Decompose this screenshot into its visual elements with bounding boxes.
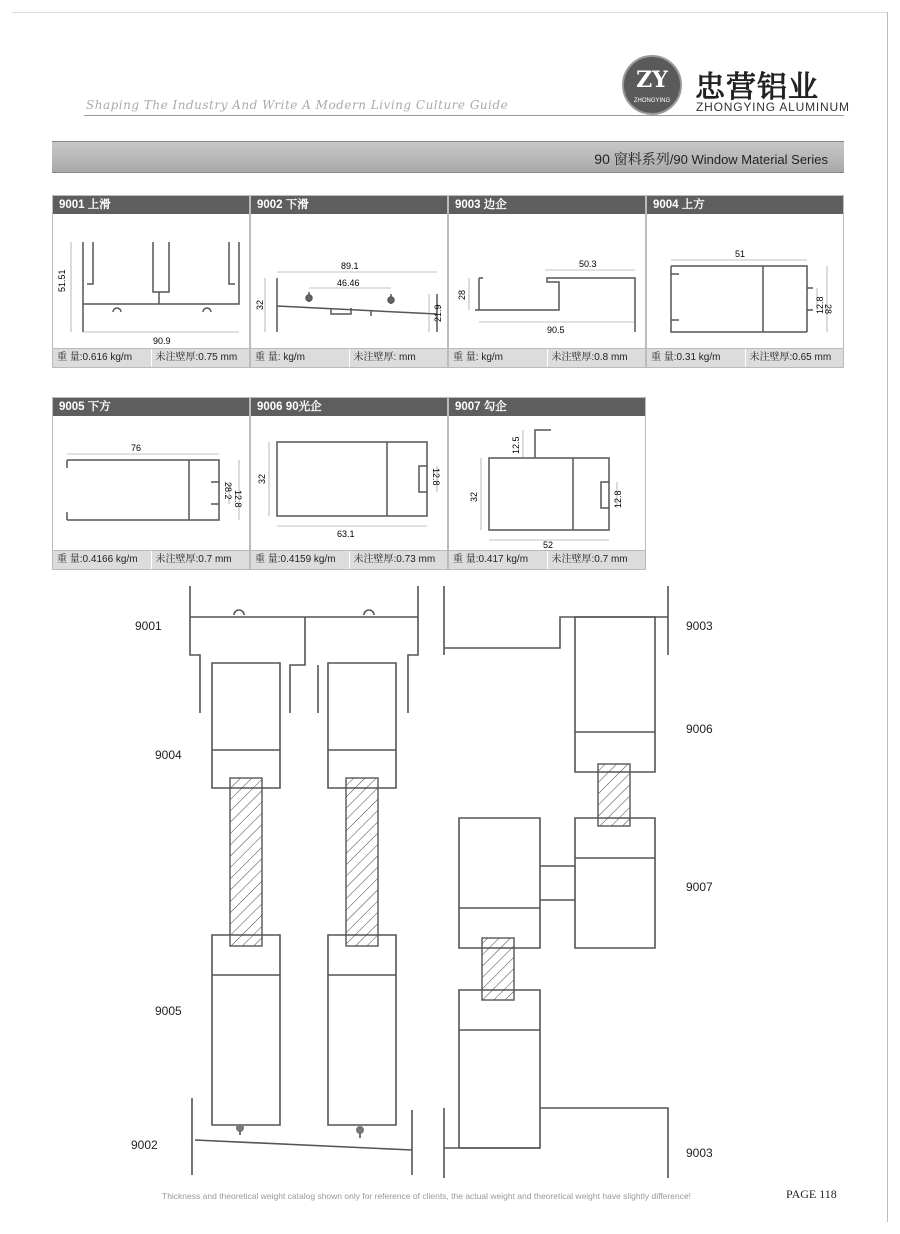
series-title	[594, 149, 828, 169]
glass-pane	[482, 938, 514, 1000]
dim-label: 51	[735, 249, 746, 259]
profile-wall-thickness: 未注壁厚:0.8 mm	[547, 349, 646, 367]
profile-drawing	[449, 416, 645, 551]
profile-header	[251, 398, 447, 416]
profile-specs	[251, 551, 447, 569]
profile-specs	[251, 349, 447, 367]
profile-9001-drawing	[53, 214, 249, 348]
logo-small-text: ZHONGYING	[633, 98, 671, 104]
assembly-label-9004: 9004	[155, 748, 182, 762]
profile-weight: 重 量:0.31 kg/m	[651, 352, 721, 363]
profile-header	[53, 398, 249, 416]
dim-label: 52	[543, 540, 554, 550]
brand-name-cn: 忠营铝业	[695, 71, 819, 104]
dim-label: 90.9	[153, 336, 171, 346]
profile-specs	[449, 551, 645, 569]
dim-label: 12.8	[431, 468, 441, 486]
profile-specs	[449, 349, 645, 367]
profile-code: 9007	[455, 401, 481, 413]
profile-header	[251, 196, 447, 214]
assembly-label-9007: 9007	[686, 880, 713, 894]
dim-label: 89.1	[341, 261, 359, 271]
header-divider	[84, 115, 844, 116]
dim-label: 28.2	[223, 482, 233, 500]
profile-9002-drawing	[251, 214, 447, 348]
slogan: Shaping The Industry And Write A Modern Living Culture Guide	[86, 98, 509, 112]
profile-card-9006	[250, 397, 448, 570]
profile-card-9002	[250, 195, 448, 368]
dim-label: 76	[131, 443, 142, 453]
profile-weight: 重 量:0.417 kg/m	[453, 554, 529, 565]
profile-card-9003	[448, 195, 646, 368]
profile-code: 9002	[257, 199, 283, 211]
company-logo	[622, 55, 682, 115]
profile-header	[449, 398, 645, 416]
profile-wall-thickness: 未注壁厚:0.73 mm	[349, 551, 448, 569]
profile-header	[449, 196, 645, 214]
glass-pane	[598, 764, 630, 826]
dim-label: 28	[823, 304, 833, 315]
dim-label: 51.51	[57, 269, 67, 292]
dim-label: 28	[457, 289, 467, 300]
profile-name: 勾企	[483, 401, 507, 413]
profile-card-9004	[646, 195, 844, 368]
glass-pane	[346, 778, 378, 946]
series-title-en: /90 Window Material Series	[669, 152, 828, 167]
profile-9003-drawing	[449, 214, 645, 348]
profile-weight: 重 量:0.4166 kg/m	[57, 554, 138, 565]
dim-label: 50.3	[579, 259, 597, 269]
profile-drawing	[251, 416, 447, 551]
profile-specs	[53, 551, 249, 569]
dim-label: 90.5	[547, 325, 565, 335]
profile-wall-thickness: 未注壁厚:0.75 mm	[151, 349, 250, 367]
dim-label: 63.1	[337, 529, 355, 539]
profile-name: 下滑	[285, 199, 309, 211]
profile-name: 上方	[681, 199, 705, 211]
assembly-label-9003-bottom: 9003	[686, 1146, 713, 1160]
assembly-label-9003-top: 9003	[686, 619, 713, 633]
dim-label: 12.8	[815, 296, 825, 314]
profile-specs	[53, 349, 249, 367]
profile-code: 9004	[653, 199, 679, 211]
profile-wall-thickness: 未注壁厚:0.7 mm	[547, 551, 646, 569]
profile-weight: 重 量:0.616 kg/m	[57, 352, 133, 363]
profile-weight: 重 量: kg/m	[255, 352, 306, 363]
page-frame-top	[12, 12, 888, 13]
dim-label: 12.5	[511, 436, 521, 454]
profile-name: 下方	[87, 401, 111, 413]
profile-name: 边企	[483, 199, 507, 211]
dim-label: 32	[469, 491, 479, 502]
assembly-label-9002: 9002	[131, 1138, 158, 1152]
assembly-drawing	[0, 580, 900, 1185]
dim-label: 12.8	[233, 490, 243, 508]
page-number: PAGE 118	[786, 1187, 837, 1201]
logo-text: ZY	[636, 67, 668, 93]
profile-specs	[647, 349, 843, 367]
assembly-label-9001: 9001	[135, 619, 162, 633]
series-title-cn: 90 窗料系列	[594, 151, 670, 167]
profile-code: 9005	[59, 401, 85, 413]
footer-disclaimer: Thickness and theoretical weight catalog shown only for reference of clients, the actual weight and theoretical weight have slightly difference!	[162, 1191, 692, 1201]
dim-label: 46.46	[337, 278, 360, 288]
dim-label: 12.8	[613, 490, 623, 508]
profile-drawing	[53, 416, 249, 551]
dim-label: 32	[257, 473, 267, 484]
profile-9006-drawing	[251, 416, 447, 550]
series-title-bar	[52, 141, 844, 173]
profile-9005-drawing	[53, 416, 249, 550]
profile-card-9007	[448, 397, 646, 570]
profile-9007-drawing	[449, 416, 645, 550]
assembly-label-9005: 9005	[155, 1004, 182, 1018]
profile-wall-thickness: 未注壁厚:0.65 mm	[745, 349, 844, 367]
profile-header	[53, 196, 249, 214]
brand-name-en: ZHONGYING ALUMINUM	[696, 100, 850, 114]
dim-label: 21.9	[433, 304, 443, 322]
profile-card-9005	[52, 397, 250, 570]
dim-label: 32	[255, 299, 265, 310]
profile-name: 90光企	[285, 401, 322, 413]
profile-drawing	[251, 214, 447, 349]
profile-drawing	[53, 214, 249, 349]
profile-header	[647, 196, 843, 214]
profile-weight: 重 量:0.4159 kg/m	[255, 554, 336, 565]
assembly-label-9006: 9006	[686, 722, 713, 736]
profile-code: 9001	[59, 199, 85, 211]
profile-name: 上滑	[87, 199, 111, 211]
profile-9004-drawing	[647, 214, 843, 348]
profile-drawing	[449, 214, 645, 349]
profile-wall-thickness: 未注壁厚:0.7 mm	[151, 551, 250, 569]
profile-card-9001	[52, 195, 250, 368]
profile-code: 9006	[257, 401, 283, 413]
glass-pane	[230, 778, 262, 946]
profile-weight: 重 量: kg/m	[453, 352, 504, 363]
profile-code: 9003	[455, 199, 481, 211]
profile-drawing	[647, 214, 843, 349]
profile-wall-thickness: 未注壁厚: mm	[349, 349, 448, 367]
